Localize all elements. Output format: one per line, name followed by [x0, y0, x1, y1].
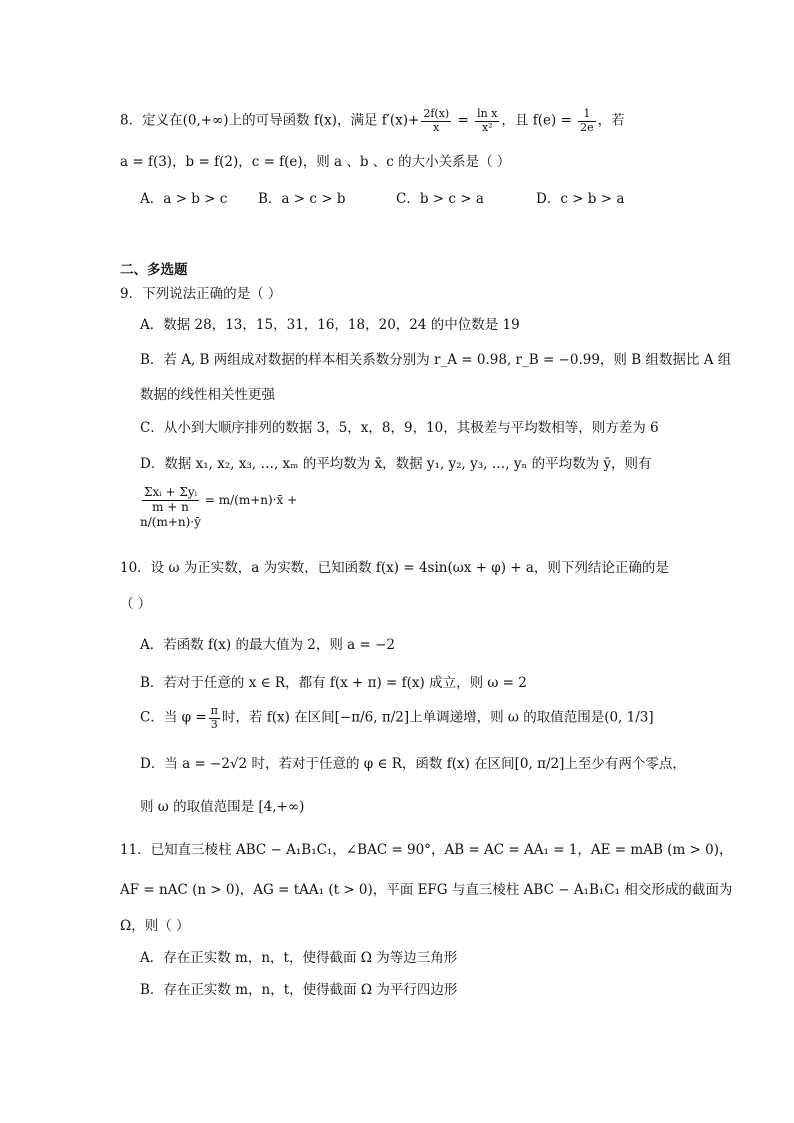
- q9-option-c: C．从小到大顺序排列的数据 3，5，x，8，9，10，其极差与平均数相等，则方差为 6: [140, 420, 659, 436]
- q10-option-c: C．当 φ = $\frac{\pi}{3}$ 时，若 f(x) 在区间[−π/6, π/2]上单调递增，则 ω 的取值范围是(0, 1/3]: [140, 704, 654, 731]
- q11-stem-line2: AF = nAC (n > 0)，AG = tAA₁ (t > 0)，平面 EFG 与直三棱柱 ABC − A₁B₁C₁ 相交形成的截面为: [120, 882, 733, 898]
- q8-frac2: $\frac{\text{ln x}}{\text{x²}}$: [477, 107, 498, 134]
- q8-mid: 上的可导函数 f(x)，满足 f′(x)+: [228, 112, 420, 129]
- q10-option-d-line1: D．当 a = −2√2 时，若对于任意的 φ ∈ R，函数 f(x) 在区间[0, π/2]上至少有两个零点，: [140, 756, 686, 772]
- q8-prefix: 8．定义在: [120, 112, 183, 129]
- q9-option-a: A．数据 28，13，15，31，16，18，20，24 的中位数是 19: [140, 317, 520, 333]
- q8-mid2: ，且 f(e) =: [501, 112, 577, 129]
- q9-option-b-line1: B．若 A, B 两组成对数据的样本相关系数分别为 r_A = 0.98, r_B = −0.99，则 B 组数据比 A 组: [140, 352, 732, 368]
- q10-stem-line1: 10．设 ω 为正实数，a 为实数，已知函数 f(x) = 4sin(ωx + φ) + a，则下列结论正确的是: [120, 560, 669, 576]
- q9-option-d-formula: [140, 486, 360, 534]
- q10-stem-line2: （ ）: [120, 596, 152, 612]
- q8-option-b: B．a > c > b: [258, 191, 346, 207]
- q11-option-b: B．存在正实数 m，n，t，使得截面 Ω 为平行四边形: [140, 982, 458, 998]
- q8-option-a: A．a > b > c: [140, 191, 228, 207]
- q8-domain: (0,+∞): [182, 112, 229, 129]
- q8-line2: a = f(3)，b = f(2)，c = f(e)，则 a 、b 、c 的大小关系是（ ）: [120, 154, 511, 170]
- q9-stem: 9．下列说法正确的是（ ）: [120, 286, 282, 302]
- q10-option-d-line2: 则 ω 的取值范围是 [4,+∞): [140, 799, 305, 815]
- q8-frac3: $\frac{1}{2e}$: [580, 107, 594, 134]
- q11-option-a: A．存在正实数 m，n，t，使得截面 Ω 为等边三角形: [140, 950, 458, 966]
- q8-suffix: ，若: [597, 112, 625, 129]
- q10-option-b: B．若对于任意的 x ∈ R，都有 f(x + π) = f(x) 成立，则 ω = 2: [140, 675, 527, 691]
- q8-option-d: D．c > b > a: [536, 191, 625, 207]
- q9-sum-rhs: = m/(m+n)·x̄ + n/(m+n)·ȳ: [140, 492, 298, 529]
- q11-stem-line3: Ω，则（ ）: [120, 918, 190, 934]
- q10-option-a: A．若函数 f(x) 的最大值为 2，则 a = −2: [140, 637, 395, 653]
- q9-option-d-line1: D．数据 x₁, x₂, x₃, …, xₘ 的平均数为 x̄，数据 y₁, y₂, y₃, …, yₙ 的平均数为 ȳ，则有: [140, 456, 652, 472]
- q8-option-c: C．b > c > a: [396, 191, 484, 207]
- q9-sum-fraction: $\frac{\text{Σxᵢ + Σyᵢ}}{m + n}$: [144, 485, 198, 514]
- q8-line1: 8．定义在(0,+∞)上的可导函数 f(x)，满足 f′(x)+ $\frac{2f(x)}{x}$ = $\frac{\text{ln x}}{\text{x²}}$ ，且 f(e) = $\frac{1}{2e}$ ，若: [120, 107, 625, 134]
- q11-stem-line1: 11．已知直三棱柱 ABC − A₁B₁C₁，∠BAC = 90°，AB = AC = AA₁ = 1，AE = mAB (m > 0)，: [120, 842, 733, 858]
- q8-frac1: $\frac{2f(x)}{x}$: [423, 107, 450, 134]
- section-title: 二、多选题: [120, 262, 188, 278]
- q9-option-b-line2: 数据的线性相关性更强: [140, 387, 275, 403]
